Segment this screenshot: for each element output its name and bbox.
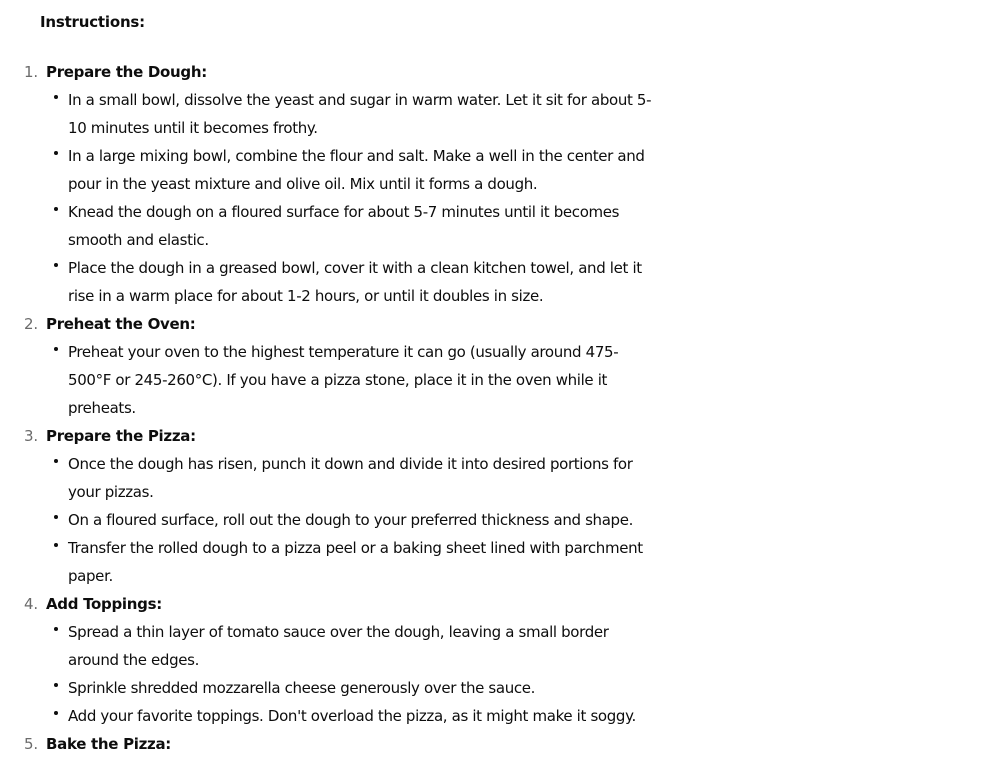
step-bullets bbox=[46, 338, 660, 422]
bullet-text: In a large mixing bowl, combine the flour and salt. Make a well in the center and pour in the yeast mixture and olive oil. Mix until it forms a dough. bbox=[68, 147, 645, 193]
step-bullets bbox=[46, 86, 660, 310]
bullet-dot-icon bbox=[54, 683, 58, 687]
step-number: 5. bbox=[24, 735, 38, 753]
step-title: Add Toppings: bbox=[46, 595, 162, 613]
bullet-item bbox=[46, 198, 658, 254]
bullet-text: Once the dough has risen, punch it down and divide it into desired portions for your pizzas. bbox=[68, 455, 633, 501]
bullet-item bbox=[46, 254, 658, 310]
step-bullets bbox=[46, 618, 660, 730]
bullet-text: Sprinkle shredded mozzarella cheese generously over the sauce. bbox=[68, 679, 536, 697]
bullet-text: Add your favorite toppings. Don't overload the pizza, as it might make it soggy. bbox=[68, 707, 636, 725]
bullet-item bbox=[46, 534, 658, 590]
bullet-dot-icon bbox=[54, 711, 58, 715]
step-item bbox=[0, 730, 660, 758]
step-bullets bbox=[46, 450, 660, 590]
bullet-text: Preheat your oven to the highest temperature it can go (usually around 475-500°F or 245-260°C). If you have a pizza stone, place it in the oven while it preheats. bbox=[68, 343, 619, 417]
step-item bbox=[0, 310, 660, 422]
step-number: 4. bbox=[24, 595, 38, 613]
step-title: Prepare the Pizza: bbox=[46, 427, 196, 445]
bullet-item bbox=[46, 450, 658, 506]
step-item bbox=[0, 58, 660, 310]
instructions-heading: Instructions: bbox=[40, 13, 145, 31]
bullet-text: Spread a thin layer of tomato sauce over the dough, leaving a small border around the edges. bbox=[68, 623, 609, 669]
step-number: 1. bbox=[24, 63, 38, 81]
bullet-dot-icon bbox=[54, 95, 58, 99]
step-number: 3. bbox=[24, 427, 38, 445]
bullet-dot-icon bbox=[54, 263, 58, 267]
step-item bbox=[0, 590, 660, 730]
step-title: Prepare the Dough: bbox=[46, 63, 207, 81]
bullet-text: In a small bowl, dissolve the yeast and sugar in warm water. Let it sit for about 5-10 minutes until it becomes frothy. bbox=[68, 91, 652, 137]
bullet-dot-icon bbox=[54, 543, 58, 547]
bullet-item bbox=[46, 702, 658, 730]
step-title: Bake the Pizza: bbox=[46, 735, 171, 753]
bullet-dot-icon bbox=[54, 347, 58, 351]
bullet-dot-icon bbox=[54, 459, 58, 463]
bullet-item bbox=[46, 142, 658, 198]
step-title: Preheat the Oven: bbox=[46, 315, 196, 333]
bullet-text: On a floured surface, roll out the dough to your preferred thickness and shape. bbox=[68, 511, 634, 529]
step-number: 2. bbox=[24, 315, 38, 333]
bullet-dot-icon bbox=[54, 151, 58, 155]
bullet-dot-icon bbox=[54, 515, 58, 519]
bullet-item bbox=[46, 506, 658, 534]
bullet-text: Knead the dough on a floured surface for about 5-7 minutes until it becomes smooth and elastic. bbox=[68, 203, 620, 249]
bullet-item bbox=[46, 674, 658, 702]
bullet-dot-icon bbox=[54, 207, 58, 211]
bullet-text: Place the dough in a greased bowl, cover it with a clean kitchen towel, and let it rise in a warm place for about 1-2 hours, or until it doubles in size. bbox=[68, 259, 642, 305]
bullet-item bbox=[46, 86, 658, 142]
bullet-text: Transfer the rolled dough to a pizza peel or a baking sheet lined with parchment paper. bbox=[68, 539, 643, 585]
step-item bbox=[0, 422, 660, 590]
bullet-item bbox=[46, 618, 658, 674]
bullet-item bbox=[46, 338, 658, 422]
steps-list bbox=[0, 58, 660, 758]
bullet-dot-icon bbox=[54, 627, 58, 631]
